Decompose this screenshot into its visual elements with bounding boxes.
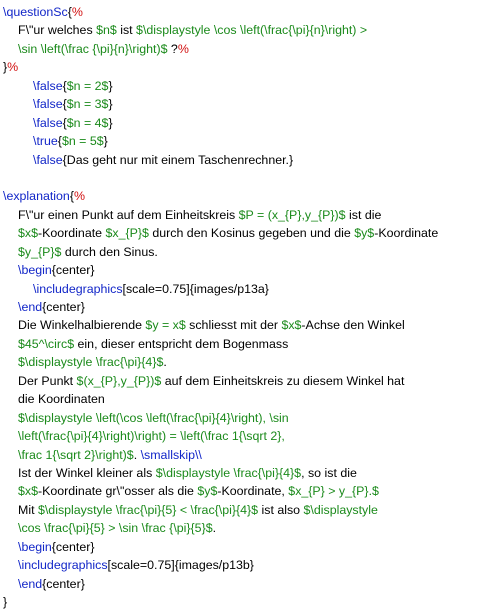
latex-command: \begin bbox=[18, 539, 52, 554]
plain-text: F\"ur einen Punkt auf dem Einheitskreis bbox=[18, 207, 239, 222]
plain-text: -Koordinate gr\"osser als die bbox=[37, 484, 198, 499]
plain-text: { bbox=[69, 189, 74, 204]
math-expression: $x_{P}$ bbox=[105, 226, 149, 241]
plain-text: ist die bbox=[345, 207, 382, 222]
plain-text: [scale=0.75]{images/p13a} bbox=[122, 281, 269, 296]
plain-text: Die Winkelhalbierende bbox=[18, 318, 146, 333]
math-expression: \sin \left(\frac {\pi}{n}\right)$ bbox=[18, 41, 168, 56]
latex-command: \false bbox=[33, 97, 63, 112]
plain-text: ? bbox=[167, 41, 178, 56]
code-line bbox=[3, 575, 504, 593]
code-line bbox=[3, 243, 504, 261]
math-expression: $x$ bbox=[18, 226, 38, 241]
math-expression: $y$ bbox=[197, 484, 218, 499]
plain-text: } bbox=[108, 78, 113, 93]
plain-text: {Das geht nur mit einem Taschenrechner.} bbox=[62, 152, 294, 167]
code-line bbox=[3, 519, 504, 537]
code-line bbox=[3, 261, 504, 279]
plain-text: {center} bbox=[42, 300, 85, 314]
plain-text: [scale=0.75]{images/p13b} bbox=[107, 558, 254, 573]
plain-text: Der Punkt bbox=[18, 373, 77, 388]
code-line bbox=[3, 114, 504, 132]
plain-text: { bbox=[62, 115, 67, 130]
latex-command: \true bbox=[33, 134, 58, 149]
code-line bbox=[3, 280, 504, 298]
math-expression: $n = 4$ bbox=[66, 115, 109, 130]
math-expression: $n = 3$ bbox=[66, 97, 109, 112]
plain-text: } bbox=[108, 97, 113, 112]
latex-command: \includegraphics bbox=[18, 558, 108, 573]
math-expression: \cos \frac{\pi}{5} > \sin \frac {\pi}{5}$ bbox=[18, 521, 213, 536]
math-expression: $n = 2$ bbox=[66, 78, 109, 93]
code-line bbox=[3, 353, 504, 371]
code-line bbox=[3, 390, 504, 408]
math-expression: $y$ bbox=[354, 226, 375, 241]
code-line bbox=[3, 40, 504, 58]
code-line bbox=[3, 169, 504, 187]
latex-command: \end bbox=[18, 576, 43, 591]
plain-text: . bbox=[212, 521, 217, 536]
plain-text: } bbox=[3, 60, 8, 75]
comment-marker: % bbox=[73, 189, 85, 204]
comment-marker: % bbox=[71, 5, 83, 19]
latex-command: \false bbox=[33, 152, 63, 167]
math-expression: $(x_{P},y_{P})$ bbox=[76, 373, 162, 388]
math-expression: $P = (x_{P},y_{P})$ bbox=[238, 207, 346, 222]
plain-text: {center} bbox=[42, 576, 85, 591]
latex-command: \smallskip\\ bbox=[140, 447, 202, 462]
math-expression: $x_{P} > y_{P}.$ bbox=[288, 484, 379, 499]
latex-command: \end bbox=[18, 300, 43, 314]
math-expression: $\displaystyle \left(\cos \left(\frac{\pi}{4}\right), \sin bbox=[18, 410, 289, 425]
comment-marker: % bbox=[7, 60, 19, 75]
math-expression: $y_{P}$ bbox=[18, 244, 62, 259]
code-line bbox=[3, 335, 504, 353]
code-line bbox=[3, 58, 504, 76]
plain-text: -Koordinate bbox=[374, 226, 439, 241]
latex-command: \questionSc bbox=[3, 5, 68, 19]
math-expression: $\displaystyle bbox=[303, 502, 378, 517]
plain-text: -Koordinate bbox=[37, 226, 106, 241]
plain-text: } bbox=[3, 595, 8, 609]
code-line bbox=[3, 538, 504, 556]
math-expression: \left(\frac{\pi}{4}\right)\right) = \left(\frac 1{\sqrt 2}, bbox=[18, 429, 285, 444]
plain-text: { bbox=[62, 97, 67, 112]
math-expression: $x$ bbox=[18, 484, 38, 499]
plain-text: auf dem Einheitskreis zu diesem Winkel hat bbox=[161, 373, 405, 388]
code-line bbox=[3, 372, 504, 390]
code-line bbox=[3, 77, 504, 95]
math-expression: $45^\circ$ bbox=[18, 336, 75, 351]
code-line bbox=[3, 464, 504, 482]
math-expression: $y = x$ bbox=[145, 318, 186, 333]
plain-text: . bbox=[163, 355, 167, 370]
plain-text: die Koordinaten bbox=[18, 392, 105, 407]
plain-text: durch den Kosinus gegeben und die bbox=[148, 226, 355, 241]
plain-text: { bbox=[62, 78, 67, 93]
plain-text: schliesst mit der bbox=[185, 318, 282, 333]
plain-text: Ist der Winkel kleiner als bbox=[18, 465, 156, 480]
math-expression: $\displaystyle \cos \left(\frac{\pi}{n}\right) > bbox=[136, 23, 368, 38]
math-expression: \frac 1{\sqrt 2}\right)$ bbox=[18, 447, 134, 462]
plain-text: ist also bbox=[258, 502, 304, 517]
math-expression: $\displaystyle \frac{\pi}{5} < \frac{\pi}{4}$ bbox=[37, 502, 259, 517]
plain-text: durch den Sinus. bbox=[61, 244, 158, 259]
code-line bbox=[3, 316, 504, 334]
plain-text: {center} bbox=[51, 539, 95, 554]
latex-command: \includegraphics bbox=[33, 281, 123, 296]
plain-text: F\"ur welches bbox=[18, 23, 97, 38]
math-expression: $n$ bbox=[96, 23, 117, 38]
code-line bbox=[3, 593, 504, 611]
plain-text: . bbox=[133, 447, 141, 462]
code-line bbox=[3, 427, 504, 445]
code-line bbox=[3, 21, 504, 39]
plain-text: { bbox=[67, 5, 72, 19]
code-line bbox=[3, 446, 504, 464]
code-line bbox=[3, 3, 504, 21]
code-line bbox=[3, 409, 504, 427]
math-expression: $x$ bbox=[281, 318, 302, 333]
plain-text: } bbox=[108, 115, 113, 130]
math-expression: $\displaystyle \frac{\pi}{4}$ bbox=[18, 355, 164, 370]
code-line bbox=[3, 482, 504, 500]
plain-text: ein, dieser entspricht dem Bogenmass bbox=[74, 336, 289, 351]
math-expression: $\displaystyle \frac{\pi}{4}$ bbox=[155, 465, 302, 480]
plain-text: ist bbox=[116, 23, 137, 38]
code-line bbox=[3, 151, 504, 169]
plain-text: -Achse den Winkel bbox=[301, 318, 405, 333]
plain-text: { bbox=[57, 134, 62, 149]
latex-command: \explanation bbox=[3, 189, 70, 204]
comment-marker: % bbox=[177, 41, 189, 56]
latex-command: \false bbox=[33, 115, 63, 130]
code-line bbox=[3, 224, 504, 242]
code-line bbox=[3, 556, 504, 574]
plain-text: } bbox=[103, 134, 108, 149]
latex-command: \begin bbox=[18, 263, 52, 278]
code-line bbox=[3, 132, 504, 150]
plain-text: {center} bbox=[51, 263, 95, 278]
code-line bbox=[3, 206, 504, 224]
code-line bbox=[3, 298, 504, 316]
plain-text: , so ist die bbox=[301, 465, 357, 480]
latex-command: \false bbox=[33, 78, 63, 93]
code-line bbox=[3, 501, 504, 519]
code-line bbox=[3, 95, 504, 113]
plain-text: Mit bbox=[18, 502, 38, 517]
math-expression: $n = 5$ bbox=[61, 134, 104, 149]
plain-text: -Koordinate, bbox=[217, 484, 289, 499]
code-line bbox=[3, 187, 504, 205]
